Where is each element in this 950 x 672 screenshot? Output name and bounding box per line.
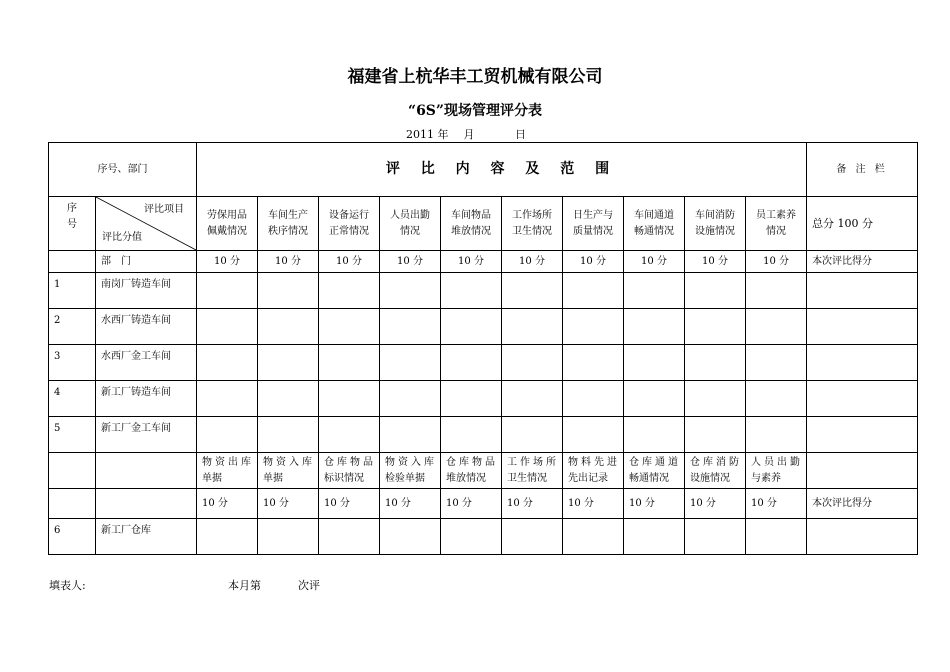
criteria-item <box>258 197 319 251</box>
score-cell[interactable] <box>441 309 502 345</box>
score-cell[interactable] <box>685 345 746 381</box>
warehouse-criteria-item <box>502 453 563 489</box>
criteria-line: 卫生情况 <box>512 225 552 237</box>
score-cell[interactable] <box>380 519 441 555</box>
score-value: 10 分 <box>563 251 624 273</box>
score-cell[interactable] <box>563 381 624 417</box>
criteria-line: 日生产与 <box>573 209 613 221</box>
criteria-line: 检验单据 <box>385 472 425 484</box>
score-value: 10 分 <box>624 489 685 519</box>
criteria-line: 与素养 <box>751 472 781 484</box>
criteria-item <box>197 197 258 251</box>
criteria-line: 工作场所 <box>507 456 559 468</box>
table-row <box>49 381 918 417</box>
warehouse-criteria-item <box>258 453 319 489</box>
seq-char-1: 序 <box>67 203 77 214</box>
department-name: 水西厂金工车间 <box>96 345 197 381</box>
date-day: 日 <box>515 128 526 141</box>
score-cell[interactable] <box>197 273 258 309</box>
score-cell[interactable] <box>746 519 807 555</box>
score-value: 10 分 <box>624 251 685 273</box>
empty-cell <box>49 251 96 273</box>
criteria-item <box>685 197 746 251</box>
score-cell[interactable] <box>319 417 380 453</box>
score-cell[interactable] <box>258 309 319 345</box>
department-name: 南岗厂铸造车间 <box>96 273 197 309</box>
criteria-line: 工作场所 <box>512 209 552 221</box>
criteria-line: 单据 <box>202 472 222 484</box>
score-cell[interactable] <box>502 417 563 453</box>
criteria-item <box>624 197 685 251</box>
score-cell[interactable] <box>807 381 918 417</box>
round-prefix: 本月第 <box>228 579 261 592</box>
score-cell[interactable] <box>319 345 380 381</box>
criteria-line: 佩戴情况 <box>207 225 247 237</box>
score-cell[interactable] <box>685 273 746 309</box>
row-number: 2 <box>49 309 96 345</box>
remarks-header: 备 注 栏 <box>807 143 918 197</box>
table-row <box>49 519 918 555</box>
diagonal-header-cell <box>96 197 197 251</box>
warehouse-criteria-item <box>197 453 258 489</box>
criteria-item <box>319 197 380 251</box>
diag-item-label: 评比项目 <box>144 204 184 215</box>
score-value: 10 分 <box>502 251 563 273</box>
score-value: 10 分 <box>685 489 746 519</box>
row-number: 3 <box>49 345 96 381</box>
criteria-line: 仓库物品 <box>324 456 376 468</box>
criteria-line: 仓库消防 <box>690 456 742 468</box>
criteria-item <box>746 197 807 251</box>
this-score-label: 本次评比得分 <box>807 251 918 273</box>
empty-cell <box>49 489 96 519</box>
criteria-item <box>502 197 563 251</box>
score-cell[interactable] <box>197 381 258 417</box>
row-number: 4 <box>49 381 96 417</box>
criteria-line: 人员出勤 <box>390 209 430 221</box>
score-value: 10 分 <box>441 251 502 273</box>
table-row <box>49 345 918 381</box>
score-cell[interactable] <box>502 345 563 381</box>
score-cell[interactable] <box>563 273 624 309</box>
score-cell[interactable] <box>319 519 380 555</box>
score-cell[interactable] <box>624 519 685 555</box>
score-table <box>48 142 918 555</box>
score-cell[interactable] <box>380 309 441 345</box>
score-cell[interactable] <box>807 309 918 345</box>
criteria-item <box>563 197 624 251</box>
score-cell[interactable] <box>319 381 380 417</box>
criteria-line: 情况 <box>400 225 420 237</box>
seq-header <box>49 197 96 251</box>
criteria-line: 物资入库 <box>263 456 315 468</box>
warehouse-criteria-item <box>319 453 380 489</box>
score-value: 10 分 <box>746 251 807 273</box>
department-name: 新工厂金工车间 <box>96 417 197 453</box>
criteria-line: 车间通道 <box>634 209 674 221</box>
score-cell[interactable] <box>685 381 746 417</box>
date-year: 2011 年 <box>406 128 449 141</box>
score-cell[interactable] <box>563 345 624 381</box>
company-title: 福建省上杭华丰工贸机械有限公司 <box>347 67 603 87</box>
score-cell[interactable] <box>319 273 380 309</box>
score-cell[interactable] <box>746 273 807 309</box>
score-cell[interactable] <box>258 273 319 309</box>
score-cell[interactable] <box>380 417 441 453</box>
criteria-line: 堆放情况 <box>446 472 486 484</box>
score-cell[interactable] <box>441 273 502 309</box>
this-score-label: 本次评比得分 <box>807 489 918 519</box>
score-value: 10 分 <box>380 251 441 273</box>
score-cell[interactable] <box>258 345 319 381</box>
criteria-item <box>441 197 502 251</box>
score-value: 10 分 <box>197 251 258 273</box>
score-cell[interactable] <box>380 381 441 417</box>
table-row <box>49 417 918 453</box>
score-cell[interactable] <box>746 381 807 417</box>
warehouse-criteria-item <box>624 453 685 489</box>
score-cell[interactable] <box>807 417 918 453</box>
criteria-line: 车间生产 <box>268 209 308 221</box>
score-value: 10 分 <box>319 251 380 273</box>
criteria-line: 劳保用品 <box>207 209 247 221</box>
content-range-label: 评 比 内 容 及 范 围 <box>385 161 618 178</box>
score-cell[interactable] <box>441 519 502 555</box>
score-cell[interactable] <box>380 273 441 309</box>
score-cell[interactable] <box>746 417 807 453</box>
score-cell[interactable] <box>197 309 258 345</box>
date-month: 月 <box>463 128 475 141</box>
criteria-line: 秩序情况 <box>268 225 308 237</box>
score-value: 10 分 <box>319 489 380 519</box>
score-cell[interactable] <box>197 345 258 381</box>
score-cell[interactable] <box>441 417 502 453</box>
score-cell[interactable] <box>380 345 441 381</box>
total-score-label: 总分 100 分 <box>807 197 918 251</box>
criteria-line: 员工素养 <box>756 209 797 221</box>
criteria-line: 先出记录 <box>568 472 608 484</box>
score-cell[interactable] <box>502 273 563 309</box>
score-cell[interactable] <box>685 309 746 345</box>
warehouse-criteria-item <box>380 453 441 489</box>
criteria-line: 设备运行 <box>329 209 369 221</box>
row-number: 1 <box>49 273 96 309</box>
score-cell[interactable] <box>197 519 258 555</box>
criteria-line: 情况 <box>766 225 787 237</box>
diag-score-label: 评比分值 <box>102 232 142 243</box>
date-line <box>406 126 526 142</box>
criteria-line: 质量情况 <box>573 225 613 237</box>
score-value: 10 分 <box>563 489 624 519</box>
criteria-line: 设施情况 <box>695 225 735 237</box>
score-cell[interactable] <box>624 381 685 417</box>
score-cell[interactable] <box>624 417 685 453</box>
criteria-line: 人员出勤 <box>751 456 803 468</box>
warehouse-scores-row <box>49 489 918 519</box>
department-name: 新工厂仓库 <box>96 519 197 555</box>
score-cell[interactable] <box>319 309 380 345</box>
table-row <box>49 273 918 309</box>
score-cell[interactable] <box>502 381 563 417</box>
criteria-line: 车间物品 <box>451 209 491 221</box>
round-suffix: 次评 <box>298 579 320 592</box>
row-number: 6 <box>49 519 96 555</box>
score-cell[interactable] <box>258 519 319 555</box>
criteria-item <box>380 197 441 251</box>
score-cell[interactable] <box>258 417 319 453</box>
empty-cell <box>96 489 197 519</box>
score-cell[interactable] <box>624 345 685 381</box>
score-cell[interactable] <box>807 273 918 309</box>
score-cell[interactable] <box>685 417 746 453</box>
score-value: 10 分 <box>441 489 502 519</box>
dept-label: 部 门 <box>96 251 197 273</box>
score-cell[interactable] <box>502 519 563 555</box>
score-value: 10 分 <box>258 489 319 519</box>
score-value: 10 分 <box>685 251 746 273</box>
criteria-line: 物资出库 <box>202 456 254 468</box>
criteria-line: 卫生情况 <box>507 472 547 484</box>
seq-dept-header: 序号、部门 <box>49 143 197 197</box>
warehouse-items-row <box>49 453 918 489</box>
empty-cell <box>49 453 96 489</box>
table-row <box>49 309 918 345</box>
score-cell[interactable] <box>563 309 624 345</box>
score-cell[interactable] <box>258 381 319 417</box>
criteria-line: 仓库通道 <box>629 456 681 468</box>
score-cell[interactable] <box>807 345 918 381</box>
warehouse-criteria-item <box>441 453 502 489</box>
filler-label: 填表人: <box>49 579 86 592</box>
criteria-line: 标识情况 <box>324 472 364 484</box>
score-cell[interactable] <box>197 417 258 453</box>
warehouse-criteria-item <box>746 453 807 489</box>
criteria-line: 单据 <box>263 472 283 484</box>
score-cell[interactable] <box>441 345 502 381</box>
criteria-line: 正常情况 <box>329 225 369 237</box>
criteria-line: 物料先进 <box>568 456 620 468</box>
warehouse-criteria-item <box>563 453 624 489</box>
department-name: 新工厂铸造车间 <box>96 381 197 417</box>
row-number: 5 <box>49 417 96 453</box>
department-name: 水西厂铸造车间 <box>96 309 197 345</box>
content-range-header <box>197 143 807 197</box>
score-cell[interactable] <box>746 345 807 381</box>
score-value: 10 分 <box>502 489 563 519</box>
criteria-line: 车间消防 <box>695 209 735 221</box>
score-cell[interactable] <box>441 381 502 417</box>
warehouse-criteria-item <box>685 453 746 489</box>
empty-cell <box>807 453 918 489</box>
criteria-line: 畅通情况 <box>634 225 674 237</box>
empty-cell <box>96 453 197 489</box>
score-value: 10 分 <box>258 251 319 273</box>
criteria-line: 畅通情况 <box>629 472 669 484</box>
criteria-line: 仓库物品 <box>446 456 498 468</box>
score-value: 10 分 <box>746 489 807 519</box>
score-cell[interactable] <box>807 519 918 555</box>
score-cell[interactable] <box>624 309 685 345</box>
criteria-line: 设施情况 <box>690 472 730 484</box>
score-cell[interactable] <box>624 273 685 309</box>
score-cell[interactable] <box>502 309 563 345</box>
score-cell[interactable] <box>746 309 807 345</box>
seq-char-2: 号 <box>67 219 77 230</box>
score-cell[interactable] <box>685 519 746 555</box>
score-cell[interactable] <box>563 417 624 453</box>
score-cell[interactable] <box>563 519 624 555</box>
score-value: 10 分 <box>197 489 258 519</box>
form-subtitle: “6S”现场管理评分表 <box>408 103 542 119</box>
criteria-line: 物资入库 <box>385 456 437 468</box>
score-value: 10 分 <box>380 489 441 519</box>
criteria-line: 堆放情况 <box>451 225 491 237</box>
